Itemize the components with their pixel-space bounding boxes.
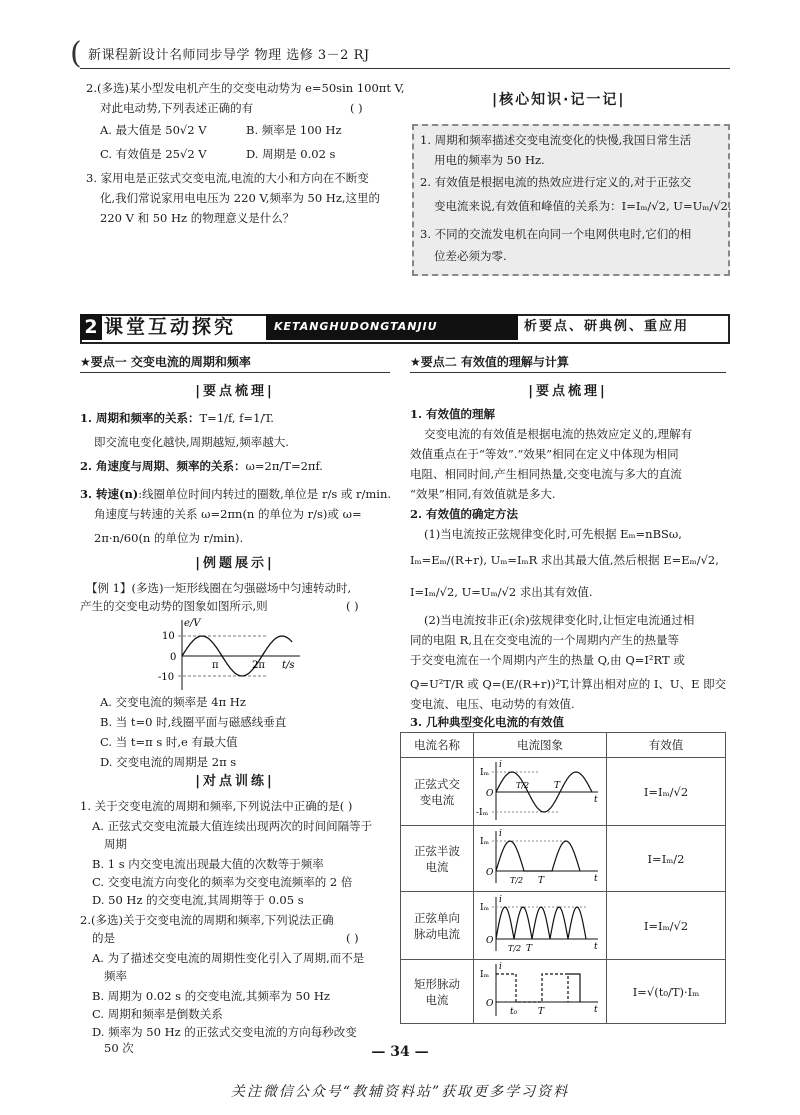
- t2-bracket: ( ): [346, 931, 359, 945]
- s1-line1: 交变电流的有效值是根据电流的热效应定义的,理解有: [424, 427, 693, 441]
- axis-half-t: T/2: [508, 944, 522, 953]
- t2-line2: 的是: [92, 931, 115, 945]
- t2-option-a1: A. 为了描述交变电流的周期性变化引入了周期,而不是: [92, 951, 365, 965]
- emf-graph: [150, 614, 310, 694]
- t1-option-c: C. 交变电流方向变化的频率为交变电流频率的 2 倍: [92, 875, 353, 889]
- p3-line2: 角速度与转速的关系 ω=2πn(n 的单位为 r/s)或 ω=: [94, 507, 362, 521]
- section-title: 课堂互动探究: [104, 316, 237, 338]
- row-value-full-wave: I=Iₘ/√2: [607, 892, 726, 960]
- axis-full-t: T: [538, 876, 545, 886]
- s2-line1: (1)当电流按正弦规律变化时,可先根据 Eₘ=nBSω,: [424, 527, 682, 541]
- q2-line2: 对此电动势,下列表述正确的有: [100, 101, 254, 115]
- t2-line1: 2.(多选)关于交变电流的周期和频率,下列说法正确: [80, 913, 334, 927]
- q3-line2: 化,我们常说家用电电压为 220 V,频率为 50 Hz,这里的: [100, 191, 381, 205]
- rect-pulse-graph: [476, 960, 604, 1020]
- s1-line3: 电阻、相同时间,产生相同热量,交变电流与多大的直流: [410, 467, 682, 481]
- t1-option-d: D. 50 Hz 的交变电流,其周期等于 0.05 s: [92, 893, 304, 907]
- axis-im: Iₘ: [480, 768, 490, 778]
- example1-bracket: ( ): [346, 599, 359, 613]
- q2-option-d: D. 周期是 0.02 s: [246, 147, 336, 161]
- section-number: 2: [80, 314, 102, 340]
- s2-line4: (2)当电流按非正(余)弦规律变化时,让恒定电流通过相: [424, 613, 695, 627]
- table-row: [401, 892, 726, 960]
- s1-line4: “效果”相同,有效值就是多大.: [410, 487, 556, 501]
- row-value-half-wave: I=Iₘ/2: [607, 826, 726, 892]
- page-header: 新课程新设计名师同步导学 物理 选修 3－2 RJ: [88, 48, 370, 63]
- table-row: [401, 758, 726, 826]
- axis-t: t: [594, 874, 598, 884]
- axis-half-t: T/2: [516, 781, 530, 790]
- full-wave: [496, 907, 586, 939]
- header-rule: [80, 68, 730, 69]
- table-header-value: 有效值: [607, 733, 726, 758]
- axis-o: O: [486, 789, 494, 799]
- row-graph-half-wave: [474, 826, 607, 892]
- s2-line7: Q=U²T/R 或 Q=(E/(R+r))²T,计算出相对应的 I、U、E 即交: [410, 677, 727, 691]
- example1-option-d: D. 交变电流的周期是 2π s: [100, 755, 237, 769]
- key-point-1-title: ★要点一 交变电流的周期和频率: [80, 355, 251, 369]
- axis-i: i: [499, 829, 502, 839]
- header-brace: (: [70, 36, 82, 71]
- axis-i: i: [499, 760, 502, 770]
- axis-t0: t₀: [510, 1007, 518, 1017]
- table-header-name: 电流名称: [401, 733, 474, 758]
- training-heading: |对点训练|: [195, 774, 275, 789]
- example-heading: |例题展示|: [195, 556, 275, 571]
- graph-y-neg: -10: [158, 672, 175, 683]
- graph-y-zero: 0: [170, 652, 177, 663]
- axis-full-t: T: [538, 1007, 545, 1017]
- row-name-full-wave: 正弦单向脉动电流: [401, 892, 474, 960]
- graph-x-pi: π: [212, 660, 219, 671]
- t2-option-a2: 频率: [104, 969, 127, 983]
- half-wave-graph: [476, 827, 604, 887]
- q3-line1: 3. 家用电是正弦式交变电流,电流的大小和方向在不断变: [86, 171, 369, 185]
- core-line4: 变电流来说,有效值和峰值的关系为：I=Iₘ/√2, U=Uₘ/√2.: [434, 199, 732, 213]
- s2-line5: 同的电阻 R,且在交变电流的一个周期内产生的热量等: [410, 633, 679, 647]
- t2-option-d2: 50 次: [104, 1041, 134, 1055]
- axis-o: O: [486, 936, 494, 946]
- left-sort-heading: |要点梳理|: [195, 384, 275, 399]
- p3-line3: 2π·n/60(n 的单位为 r/min).: [94, 531, 244, 545]
- example1-option-b: B. 当 t=0 时,线圈平面与磁感线垂直: [100, 715, 287, 729]
- core-line1: 1. 周期和频率描述交变电流变化的快慢,我国日常生活: [420, 133, 692, 147]
- sine-wave-graph: [476, 758, 604, 822]
- axis-full-t: T: [554, 781, 561, 791]
- core-line3: 2. 有效值是根据电流的热效应进行定义的,对于正弦交: [420, 175, 692, 189]
- p1-label: 1. 周期和频率的关系：: [80, 411, 200, 425]
- s2-line2: Iₘ=Eₘ/(R+r), Uₘ=IₘR 求出其最大值,然后根据 E=Eₘ/√2,: [410, 553, 719, 567]
- axis-neg-im: -Iₘ: [476, 808, 489, 818]
- example1-option-c: C. 当 t=π s 时,e 有最大值: [100, 735, 238, 749]
- rect-pulse-solid: [568, 974, 580, 1002]
- table-header-graph: 电流图象: [474, 733, 607, 758]
- t1-line1: 1. 关于交变电流的周期和频率,下列说法中正确的是( ): [80, 799, 353, 813]
- s2-line6: 于交变电流在一个周期内产生的热量 Q,由 Q=I²RT 或: [410, 653, 685, 667]
- axis-im: Iₘ: [480, 837, 490, 847]
- graph-ylabel: e/V: [184, 618, 201, 629]
- key-point-2-title: ★要点二 有效值的理解与计算: [410, 355, 569, 369]
- example1-line1: 【例 1】(多选)一矩形线圈在匀强磁场中匀速转动时,: [86, 581, 352, 595]
- core-line2: 用电的频率为 50 Hz.: [434, 153, 545, 167]
- core-line6: 位差必须为零.: [434, 249, 507, 263]
- p1-formula: T=1/f, f=1/T.: [199, 411, 274, 425]
- core-title: |核心知识·记一记|: [492, 92, 626, 108]
- graph-x-2pi: 2π: [252, 660, 265, 671]
- footer-note: 关注微信公众号“教辅资料站”获取更多学习资料: [230, 1084, 570, 1100]
- s2-heading: 2. 有效值的确定方法: [410, 507, 519, 521]
- example1-line2: 产生的交变电动势的图象如图所示,则: [80, 599, 268, 613]
- axis-i: i: [499, 962, 502, 972]
- row-name-sine: 正弦式交变电流: [401, 758, 474, 826]
- row-graph-full-wave: [474, 892, 607, 960]
- t1-option-a2: 周期: [104, 837, 127, 851]
- axis-t: t: [594, 795, 598, 805]
- t2-option-b: B. 周期为 0.02 s 的交变电流,其频率为 50 Hz: [92, 989, 330, 1003]
- right-sort-heading: |要点梳理|: [528, 384, 608, 399]
- row-value-sine: I=Iₘ/√2: [607, 758, 726, 826]
- s1-line2: 效值重点在于“等效”.“效果”相同在定义中体现为相同: [410, 447, 679, 461]
- section-pinyin: KETANGHUDONGTANJIU: [266, 314, 518, 340]
- s3-heading: 3. 几种典型变化电流的有效值: [410, 715, 565, 729]
- page-number: — 34 —: [371, 1044, 429, 1060]
- axis-im: Iₘ: [480, 903, 490, 913]
- q2-bracket: ( ): [350, 101, 363, 115]
- s2-line3: I=Iₘ/√2, U=Uₘ/√2 求出其有效值.: [410, 585, 593, 599]
- row-name-half-wave: 正弦半波电流: [401, 826, 474, 892]
- axis-i: i: [499, 895, 502, 905]
- p2-label: 2. 角速度与周期、频率的关系：: [80, 459, 246, 473]
- table-row: [401, 826, 726, 892]
- p3-label: 3. 转速(n): [80, 487, 139, 501]
- graph-y-pos: 10: [162, 631, 175, 642]
- p3-text: :线圈单位时间内转过的圈数,单位是 r/s 或 r/min.: [138, 487, 392, 501]
- t1-option-a1: A. 正弦式交变电流最大值连续出现两次的时间间隔等于: [92, 819, 373, 833]
- row-graph-sine: [474, 758, 607, 826]
- row-name-rect: 矩形脉动电流: [401, 960, 474, 1024]
- s2-line8: 变电流、电压、电动势的有效值.: [410, 697, 575, 711]
- table-row: [401, 960, 726, 1024]
- axis-o: O: [486, 868, 494, 878]
- key-point-1-rule: [80, 372, 390, 373]
- axis-o: O: [486, 999, 494, 1009]
- full-wave-graph: [476, 893, 604, 955]
- table-header-row: [401, 733, 726, 758]
- t2-option-d1: D. 频率为 50 Hz 的正弦式交变电流的方向每秒改变: [92, 1025, 357, 1039]
- row-value-rect: I=√(t₀/T)·Iₘ: [607, 960, 726, 1024]
- example1-option-a: A. 交变电流的频率是 4π Hz: [100, 695, 246, 709]
- q2-line1: 2.(多选)某小型发电机产生的交变电动势为 e=50sin 100πt V,: [86, 81, 405, 95]
- axis-full-t: T: [526, 944, 533, 954]
- half-wave: [496, 841, 580, 871]
- q2-option-c: C. 有效值是 25√2 V: [100, 147, 207, 161]
- row-graph-rect: [474, 960, 607, 1024]
- rect-pulse-dashed: [496, 974, 568, 1002]
- core-line5: 3. 不同的交流发电机在向同一个电网供电时,它们的相: [420, 227, 692, 241]
- axis-im: Iₘ: [480, 970, 490, 980]
- p1-line2: 即交流电变化越快,周期越短,频率越大.: [94, 435, 289, 449]
- axis-t: t: [594, 1005, 598, 1015]
- p2-formula: ω=2π/T=2πf.: [245, 459, 323, 473]
- t1-option-b: B. 1 s 内交变电流出现最大值的次数等于频率: [92, 857, 324, 871]
- q2-option-a: A. 最大值是 50√2 V: [100, 123, 207, 137]
- graph-xlabel: t/s: [282, 660, 295, 671]
- q2-option-b: B. 频率是 100 Hz: [246, 123, 342, 137]
- axis-half-t: T/2: [510, 876, 524, 885]
- key-point-2-rule: [410, 372, 726, 373]
- axis-t: t: [594, 942, 598, 952]
- s1-heading: 1. 有效值的理解: [410, 407, 496, 421]
- t2-option-c: C. 周期和频率是倒数关系: [92, 1007, 223, 1021]
- section-slogan: 析要点、研典例、重应用: [524, 319, 690, 334]
- typical-currents-table: [400, 732, 726, 1024]
- q3-line3: 220 V 和 50 Hz 的物理意义是什么？: [100, 211, 295, 225]
